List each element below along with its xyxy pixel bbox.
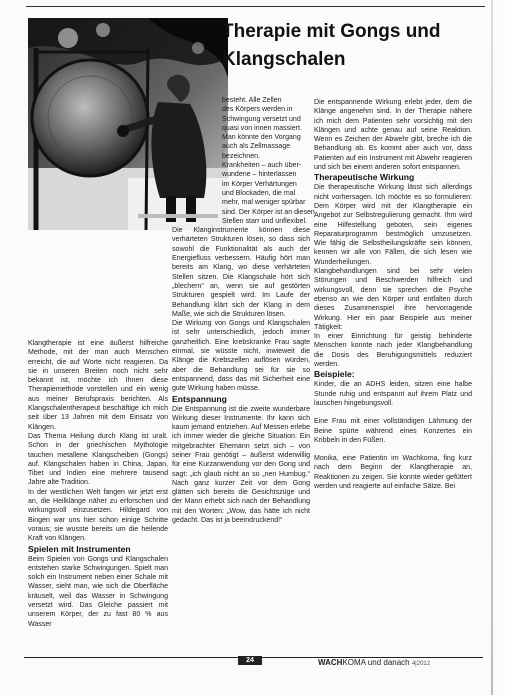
paragraph-gap <box>314 408 472 417</box>
magazine-brand <box>318 658 430 669</box>
top-rule <box>26 6 485 7</box>
section-heading: Entspannung <box>172 393 227 404</box>
wrapped-line: auch als Zellmassage <box>222 143 291 151</box>
section-heading: Beispiele: <box>314 369 355 380</box>
paragraph: Eine Frau mit einer vollständigen Lähmung der Beine spürte während eines Konzertes ein Kribbeln in den Füßen. <box>314 418 472 444</box>
wrapped-line: besteht. Alle Zellen <box>222 97 282 104</box>
brand-rest: KOMA und danach <box>342 658 410 667</box>
title-line-1: Therapie mit Gongs und <box>222 21 441 42</box>
wrapped-line: Schwingung versetzt und <box>222 115 301 123</box>
wrapped-line: wundene – hinterlassen <box>222 171 297 179</box>
section-heading: Therapeutische Wirkung <box>314 172 415 183</box>
paragraph: Die Wirkung von Gongs und Klangschalen ist sehr unterschiedlich, jedoch immer ganzheitlich. Eine krebskranke Frau sagte einmal, sie wüsste nicht, inwieweit die Klänge die Krebszellen auflösen würden, aber die Behandlung sei für sie so entspannend, dass das mit Sicherheit eine gute Wirkung haben müsse. <box>172 320 310 393</box>
paragraph: Beim Spielen von Gongs und Klangschalen entstehen starke Schwingungen. Spielt man solch ein Instrument neben einer Schale mit Wasser, sieht man, wie sich die Oberfläche kräuselt, weil das Wasser in Schwingung versetzt wird. Das Gleiche passiert mit unserem Körper, der zu fast 80 % aus Wasser <box>28 555 168 628</box>
paragraph: In einer Einrichtung für geistig behinderte Menschen konnte nach jeder Klangbehandlung die Dosis des Beruhigungsmittels reduziert werden. <box>314 333 472 369</box>
paragraph: Die Klanginstrumente können diese verhärteten Strukturen lösen, so dass sich sowohl die Funktionalität als auch der Energiefluss verbessern. Häufig hört man bereits am Klang, wo diese verhärteten Stellen sitzen. Die Klangschale hört sich „blechern“ an, wenn sie auf gestörten Strukturen gespielt wird. Im Laufe der Behandlung klärt sich der Klang in dem Maße, wie sich die Strukturen lösen. <box>172 227 310 318</box>
wrapped-line: mehr, mal weniger spürbar <box>222 199 306 207</box>
article-title <box>222 18 487 74</box>
column-2-body <box>172 226 310 525</box>
page-number: 24 <box>238 656 262 665</box>
issue-number: 4|2012 <box>411 661 431 667</box>
paragraph: Die therapeutische Wirkung lässt sich allerdings nicht vorhersagen. Ich möchte es so formulieren: Dem Körper wird mit der Klangtherapie ein Angebot zur Selbstregulierung gemacht. Ihm wird eine Hilfestellung geboten, sein eigenes Reparaturprogramm bestmöglich umzusetzen. Wie fähig die Selbstheilungskräfte sein können, kennen wir alle von Fällen, die sich lesen wie Wunderheilungen. <box>314 184 472 266</box>
paragraph: Klangtherapie ist eine äußerst hilfreiche Methode, mit der man auch Menschen erreicht, die auf Worte nicht reagieren. Da sie in unseren Breiten noch nicht sehr bekannt ist, möchte ich Ihnen diese Therapiemethode vorstellen und ein wenig aus meiner Berufspraxis berichten. Als Klangschalentherapeut beschäftige ich mich seit über 13 Jahren mit dem Einsatz von Klängen. <box>28 340 168 431</box>
paragraph: Monika, eine Patientin im Wachkoma, fing kurz nach dem Beginn der Klangtherapie an, Reaktionen zu zeigen. Sie konnte wieder gefüttert werden und reagierte auf einfache Sätze. Bei <box>314 455 472 490</box>
wrapped-line: Krankheiten – auch über- <box>222 162 302 170</box>
wrapped-line: im Körper Verhärtungen <box>222 180 297 188</box>
wrapped-line: bezeichnen. <box>222 152 261 160</box>
column-2-wrapped-lines <box>172 96 315 226</box>
column-2 <box>172 96 315 525</box>
paragraph: Die Entspannung ist die zweite wunderbare Wirkung dieser Instrumente. Ihr kann sich kaum jemand entziehen. Auf Messen erlebe ich immer wieder die gleiche Situation: Ein mitgebrachter Ehemann setzt sich – von seiner Frau genötigt – äußerst widerwillig für eine Kurzanwendung vor den Gong und sagt: „ich glaub nicht an so „nen Humbug.“ Nach ganz kurzer Zeit vor dem Gong glätten sich bereits die Gesichtszüge und der Mann erhebt sich nach der Behandlung mit den Worten: „Wow, das hätte ich nicht gedacht. Das ist ja beeindruckend!“ <box>172 405 310 525</box>
section-heading: Spielen mit Instrumenten <box>28 543 131 554</box>
page-edge <box>491 0 493 695</box>
paragraph: Kinder, die an ADHS leiden, sitzen eine halbe Stunde ruhig und entspannt auf ihrem Platz und lauschen hingebungsvoll. <box>314 381 472 407</box>
brand-bold: WACH <box>318 658 343 667</box>
wrapped-line: sind. Der Körper ist an diesen <box>222 208 315 216</box>
paragraph: Klangbehandlungen sind bei sehr vielen Störungen und Beschwerden hilfreich und wirkungsvoll, denn sie sprechen die Psyche ebenso an wie den Körper und entfalten durch dieses Zusammenspiel ihre hervorragende Wirkung. Hier ein paar Beispiele aus meiner Tätigkeit: <box>314 268 472 331</box>
wrapped-line: des Körpers werden in <box>222 106 293 114</box>
wrapped-line: und Blockaden, die mal <box>222 189 296 197</box>
paragraph-gap <box>314 445 472 454</box>
wrapped-line: Man könnte den Vorgang <box>222 134 301 142</box>
paragraph: Das Thema Heilung durch Klang ist uralt. Schon in der griechischen Mythologie tauchen metallene Klangscheiben (Gongs) auf. Klangschalen haben in China, Japan, Tibet und Indien eine mehrere tausend Jahre alte Tradition. <box>28 432 168 487</box>
paragraph: Die entspannende Wirkung erlebt jeder, dem die Klänge angenehm sind. In der Therapie nähere ich mich dem Patienten sehr vorsichtig mit den Klängen und achte genau auf seine Reaktion. Wenn es Zeichen der Abwehr gibt, breche ich die Behandlung ab. Es kommt aber auch vor, dass Patienten auf ein Instrument mit Abwehr reagieren und sich bei einem anderen sofort entspannen. <box>314 99 472 172</box>
paragraph: In der westlichen Welt fangen wir jetzt erst an, die Heilklänge näher zu erforschen und wirkungsvoll einzusetzen. Hildegard von Bingen war uns hier schon einige Schritte voraus; sie wusste bereits um die heilende Kraft von Klängen. <box>28 488 168 543</box>
column-1 <box>28 339 168 629</box>
wrapped-line: Stellen starr und unflexibel. <box>222 217 308 225</box>
title-line-2: Klangschalen <box>222 49 346 70</box>
column-3 <box>314 98 472 491</box>
wrapped-line: quasi von innen massiert. <box>222 124 302 132</box>
